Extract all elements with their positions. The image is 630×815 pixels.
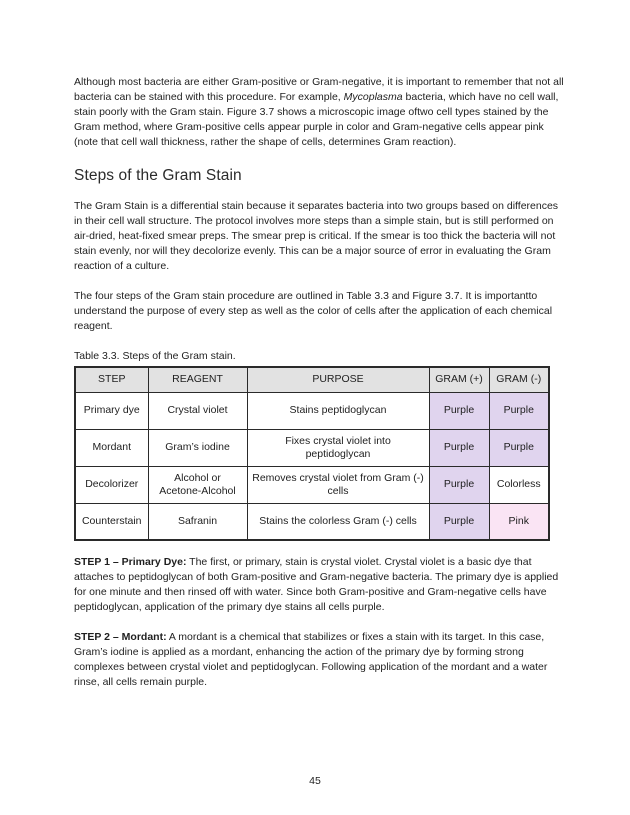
cell-gram-negative: Colorless (489, 466, 549, 503)
step2-paragraph (74, 630, 566, 690)
cell-gram-positive: Purple (429, 429, 489, 466)
intro-paragraph (74, 75, 566, 150)
table-caption: Table 3.3. Steps of the Gram stain. (74, 350, 236, 362)
cell-step: Decolorizer (75, 466, 148, 503)
table-header (75, 367, 549, 392)
cell-purpose: Removes crystal violet from Gram (-) cells (247, 466, 429, 503)
page-number: 45 (309, 775, 321, 787)
header-purpose: PURPOSE (247, 367, 429, 392)
cell-step: Mordant (75, 429, 148, 466)
step2-text: A mordant is a chemical that stabilizes or fixes a stain with its target. In this case, Gram’s iodine is applied as a mordant, enhancing the action of the primary dye by forming strong complexes between crystal violet and peptidoglycan. Following application of the mordant and a water rinse, all cells remain purple. (74, 631, 548, 688)
cell-gram-negative: Purple (489, 429, 549, 466)
header-step: STEP (75, 367, 148, 392)
cell-purpose: Stains the colorless Gram (-) cells (247, 503, 429, 540)
mycoplasma-italic: Mycoplasma (343, 91, 403, 103)
table-body (75, 392, 549, 540)
gram-stain-steps-table (74, 366, 550, 541)
cell-reagent: Safranin (148, 503, 247, 540)
header-gram-negative: GRAM (-) (489, 367, 549, 392)
cell-reagent: Alcohol or Acetone-Alcohol (148, 466, 247, 503)
cell-gram-positive: Purple (429, 392, 489, 429)
table-row (75, 392, 549, 429)
intro-paragraph-post: bacteria, which have no cell wall, stain poorly with the Gram stain. Figure 3.7 shows a microscopic image oftwo cell types stained by the Gram method, where Gram-positive cells appear purple in color and Gram-negative cells appear pink (note that cell wall thickness, rather the shape of cells, determines Gram reaction). (74, 91, 559, 148)
cell-step: Primary dye (75, 392, 148, 429)
table-row (75, 466, 549, 503)
step1-label: STEP 1 – Primary Dye: (74, 556, 187, 568)
cell-reagent: Gram’s iodine (148, 429, 247, 466)
section-heading: Steps of the Gram Stain (74, 167, 242, 184)
cell-reagent: Crystal violet (148, 392, 247, 429)
cell-gram-negative: Pink (489, 503, 549, 540)
step1-text: The first, or primary, stain is crystal violet. Crystal violet is a basic dye that attaches to peptidoglycan of both Gram-positive and Gram-negative bacteria. The primary dye is applied for one minute and then rinsed off with water. Since both Gram-positive and Gram-negative cells have peptidoglycan, application of the primary dye stains all cells purple. (74, 556, 559, 613)
step1-paragraph (74, 555, 566, 615)
cell-gram-positive: Purple (429, 466, 489, 503)
cell-purpose: Stains peptidoglycan (247, 392, 429, 429)
cell-gram-positive: Purple (429, 503, 489, 540)
cell-purpose: Fixes crystal violet into peptidoglycan (247, 429, 429, 466)
table-header-row (75, 367, 549, 392)
step2-label: STEP 2 – Mordant: (74, 631, 167, 643)
cell-gram-negative: Purple (489, 392, 549, 429)
table-row (75, 503, 549, 540)
table-row (75, 429, 549, 466)
cell-step: Counterstain (75, 503, 148, 540)
header-reagent: REAGENT (148, 367, 247, 392)
differential-stain-paragraph: The Gram Stain is a differential stain because it separates bacteria into two groups based on differences in their cell wall structure. The protocol involves more steps than a simple stain, but is still performed on air-dried, heat-fixed smear preps. The smear prep is critical. If the smear is too thick the bacteria will not stain evenly, nor will they decolorize evenly. This can be a major source of error in evaluating the Gram reaction of a culture. (74, 200, 559, 272)
four-steps-paragraph: The four steps of the Gram stain procedure are outlined in Table 3.3 and Figure 3.7. It is importantto understand the purpose of every step as well as the color of cells after the application of each chemical reagent. (74, 290, 553, 332)
header-gram-positive: GRAM (+) (429, 367, 489, 392)
intro-paragraph-pre: Although most bacteria are either Gram-positive or Gram-negative, it is important to remember that not all bacteria can be stained with this procedure. For example, (74, 76, 564, 103)
